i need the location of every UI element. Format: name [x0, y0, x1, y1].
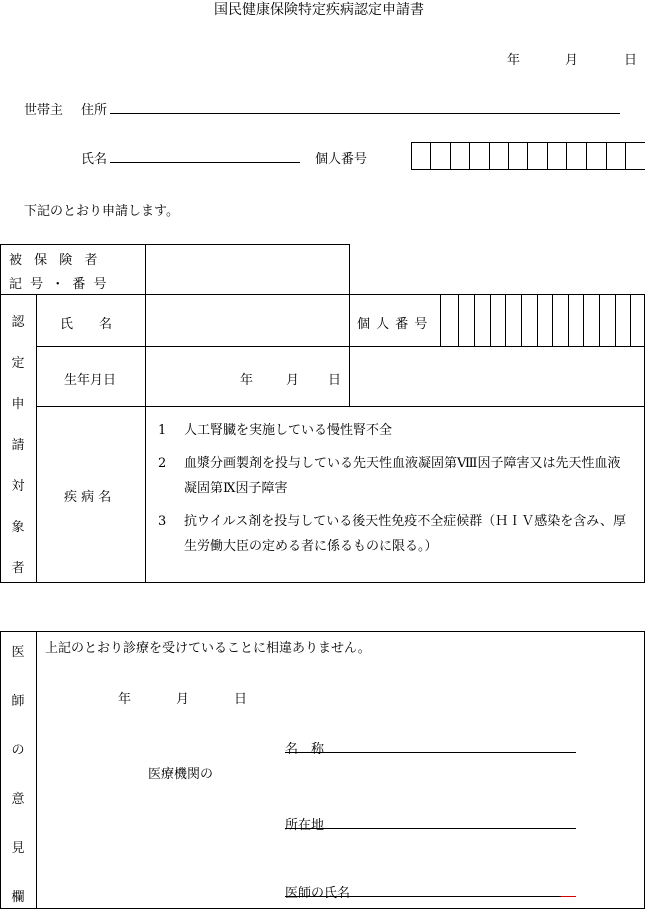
header-date-month: 月 — [565, 53, 579, 68]
doctor-name-field-marker — [561, 896, 576, 897]
disease-label: 疾 病 名 — [64, 490, 112, 505]
target-mynumber-field[interactable] — [458, 294, 645, 346]
institution-name-field[interactable] — [285, 752, 576, 753]
insured-label-line1: 被 保 険 者 — [9, 253, 102, 268]
birth-year: 年 — [240, 373, 254, 388]
header-date-day: 日 — [624, 53, 638, 68]
intro-text: 下記のとおり申請します。 — [24, 204, 179, 219]
doctor-section-label: 医 師 の 意 見 欄 — [11, 645, 25, 905]
householder-label: 世帯主 — [24, 103, 64, 118]
applicant-mynumber-label: 個人番号 — [315, 152, 368, 167]
insured-number-field[interactable] — [146, 245, 349, 294]
target-name-field[interactable] — [146, 295, 348, 345]
disease-list — [158, 418, 640, 567]
birth-month: 月 — [286, 373, 300, 388]
birth-day: 日 — [328, 373, 342, 388]
doctor-name-label: 医師の氏名 — [285, 886, 351, 901]
birthdate-label: 生年月日 — [64, 373, 117, 388]
doctor-date-month: 月 — [176, 692, 190, 707]
institution-name-label: 名 称 — [285, 742, 325, 757]
address-field[interactable] — [110, 113, 620, 114]
institution-label: 医療機関の — [148, 767, 214, 782]
target-name-label: 氏 名 — [60, 317, 113, 332]
doctor-name-field[interactable] — [285, 896, 561, 897]
doctor-opinion-box — [0, 631, 645, 909]
institution-address-label: 所在地 — [285, 818, 325, 833]
applicant-mynumber-field[interactable] — [411, 142, 645, 170]
doctor-date-day: 日 — [234, 692, 248, 707]
target-section-label: 認 定 申 請 対 象 者 — [11, 315, 25, 576]
disease-item[interactable]: 3 抗ウイルス剤を投与している後天性免疫不全症候群（ＨＩＶ感染を含み、厚生労働大臣の定める者に係るものに限る。） — [158, 514, 627, 554]
address-label: 住所 — [81, 103, 108, 118]
disease-item[interactable]: 2 血漿分画製剤を投与している先天性血液凝固第Ⅷ因子障害又は先天性血液凝固第Ⅸ因子障害 — [158, 456, 621, 496]
header-date-year: 年 — [507, 53, 521, 68]
page-title: 国民健康保険特定疾病認定申請書 — [214, 2, 424, 18]
target-mynumber-label: 個 人 番 号 — [357, 317, 429, 332]
institution-address-field[interactable] — [285, 828, 576, 829]
disease-item[interactable]: 1 人工腎臓を実施している慢性腎不全 — [158, 423, 393, 438]
applicant-name-field[interactable] — [110, 162, 300, 163]
insured-label-line2: 記 号 ・ 番 号 — [9, 277, 109, 292]
doctor-date-year: 年 — [118, 692, 132, 707]
applicant-name-label: 氏名 — [81, 152, 108, 167]
doctor-statement: 上記のとおり診療を受けていることに相違ありません。 — [45, 641, 371, 656]
